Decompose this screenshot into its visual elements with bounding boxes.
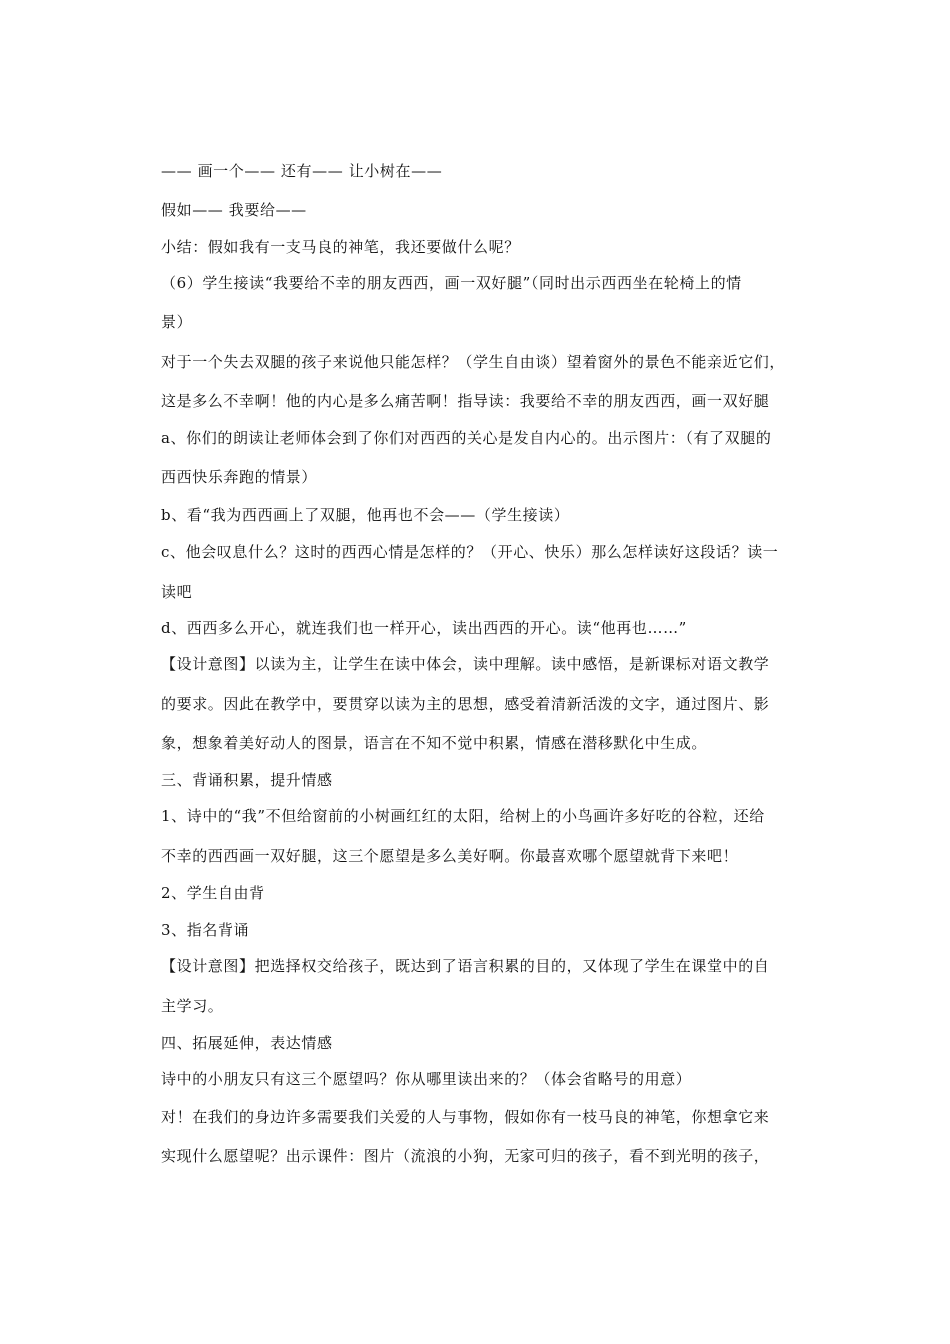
text-line-3: 小结：假如我有一支马良的神笔，我还要做什么呢？	[161, 238, 520, 256]
text-line-25: 诗中的小朋友只有这三个愿望吗？你从哪里读出来的？（体会省略号的用意）	[161, 1070, 692, 1088]
text-line-23: 主学习。	[161, 997, 224, 1015]
text-line-27: 实现什么愿望呢？出示课件：图片（流浪的小狗，无家可归的孩子，看不到光明的孩子，	[161, 1147, 770, 1165]
text-line-14: 【设计意图】以读为主，让学生在读中体会，读中理解。读中感悟，是新课标对语文教学	[161, 655, 770, 673]
section-heading-4: 四、拓展延伸，表达情感	[161, 1034, 333, 1052]
text-line-1: —— 画一个—— 还有—— 让小树在——	[161, 162, 443, 180]
section-heading-3: 三、背诵积累，提升情感	[161, 771, 333, 789]
text-line-26: 对！在我们的身边许多需要我们关爱的人与事物，假如你有一枝马良的神笔，你想拿它来	[161, 1108, 770, 1126]
text-line-2: 假如—— 我要给——	[161, 201, 307, 219]
text-line-12: 读吧	[161, 583, 193, 601]
text-line-7: 这是多么不幸啊！他的内心是多么痛苦啊！指导读：我要给不幸的朋友西西，画一双好腿	[161, 392, 770, 410]
text-line-5: 景）	[161, 313, 193, 331]
text-line-20: 2、学生自由背	[161, 884, 265, 902]
text-line-21: 3、指名背诵	[161, 921, 250, 939]
text-line-8: a、你们的朗读让老师体会到了你们对西西的关心是发自内心的。出示图片：（有了双腿的	[161, 429, 772, 447]
text-line-6: 对于一个失去双腿的孩子来说他只能怎样？（学生自由谈）望着窗外的景色不能亲近它们，	[161, 353, 786, 371]
text-line-19: 不幸的西西画一双好腿，这三个愿望是多么美好啊。你最喜欢哪个愿望就背下来吧！	[161, 847, 739, 865]
text-line-11: c、他会叹息什么？这时的西西心情是怎样的？（开心、快乐）那么怎样读好这段话？读一	[161, 543, 779, 561]
text-line-4: （6）学生接读“我要给不幸的朋友西西，画一双好腿”（同时出示西西坐在轮椅上的情	[161, 274, 742, 292]
text-line-10: b、看“我为西西画上了双腿，他再也不会——（学生接读）	[161, 506, 570, 524]
text-line-13: d、西西多么开心，就连我们也一样开心，读出西西的开心。读“他再也……”	[161, 619, 687, 637]
text-line-9: 西西快乐奔跑的情景）	[161, 468, 318, 486]
text-line-18: 1、诗中的“我”不但给窗前的小树画红红的太阳，给树上的小鸟画许多好吃的谷粒，还给	[161, 807, 765, 825]
text-line-22: 【设计意图】把选择权交给孩子，既达到了语言积累的目的，又体现了学生在课堂中的自	[161, 957, 770, 975]
text-line-15: 的要求。因此在教学中，要贯穿以读为主的思想，感受着清新活泼的文字，通过图片、影	[161, 695, 770, 713]
text-line-16: 象，想象着美好动人的图景，语言在不知不觉中积累，情感在潜移默化中生成。	[161, 734, 708, 752]
